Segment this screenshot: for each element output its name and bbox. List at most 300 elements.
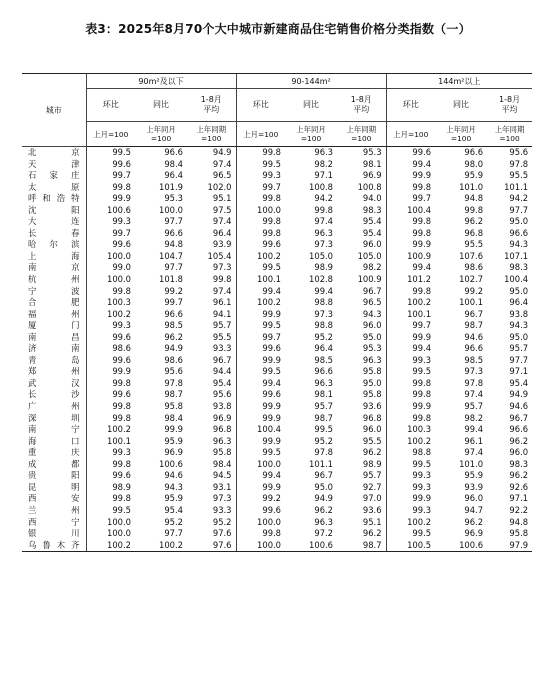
index-value: 95.1 bbox=[362, 516, 382, 527]
index-value: 96.7 bbox=[212, 354, 232, 365]
index-value: 99.8 bbox=[236, 528, 285, 540]
index-value: 99.3 bbox=[236, 170, 285, 182]
index-value: 99.9 bbox=[386, 170, 435, 182]
sub-header-mom: 环比 bbox=[386, 89, 435, 122]
index-value: 100.9 bbox=[386, 251, 435, 263]
table-row bbox=[22, 482, 532, 494]
index-value: 100.2 bbox=[236, 251, 285, 263]
index-value: 100.1 bbox=[86, 436, 135, 448]
index-value: 99.4 bbox=[386, 343, 435, 355]
city-name: 银川 bbox=[22, 528, 86, 540]
index-value: 94.9 bbox=[212, 147, 232, 157]
city-name: 深圳 bbox=[22, 413, 86, 425]
index-value: 100.2 bbox=[86, 309, 135, 321]
index-value: 99.2 bbox=[164, 285, 183, 296]
index-value: 98.7 bbox=[314, 412, 334, 423]
index-value: 102.7 bbox=[459, 274, 484, 285]
group-header-medium: 90-144m² bbox=[236, 74, 386, 89]
index-value: 96.2 bbox=[314, 504, 334, 515]
index-value: 93.1 bbox=[212, 481, 232, 492]
index-value: 99.8 bbox=[86, 413, 135, 425]
index-value: 99.7 bbox=[86, 228, 135, 240]
city-name: 长沙 bbox=[22, 389, 86, 401]
index-value: 96.3 bbox=[362, 354, 382, 365]
index-value: 99.6 bbox=[86, 355, 135, 367]
index-value: 99.6 bbox=[86, 470, 135, 482]
index-value: 98.8 bbox=[386, 447, 435, 459]
city-name: 石家庄 bbox=[22, 170, 86, 182]
table-row bbox=[22, 170, 532, 182]
index-value: 99.3 bbox=[386, 355, 435, 367]
index-value: 96.3 bbox=[314, 147, 334, 157]
index-value: 99.8 bbox=[314, 204, 334, 215]
index-value: 99.4 bbox=[236, 470, 285, 482]
index-value: 105.0 bbox=[357, 250, 382, 261]
index-value: 95.9 bbox=[464, 470, 484, 481]
city-name: 太原 bbox=[22, 182, 86, 194]
index-value: 100.6 bbox=[86, 205, 135, 217]
index-value: 95.5 bbox=[212, 331, 232, 342]
index-value: 96.2 bbox=[362, 447, 382, 458]
index-value: 98.9 bbox=[314, 262, 334, 273]
index-value: 94.7 bbox=[464, 504, 484, 515]
index-value: 100.2 bbox=[386, 517, 435, 529]
index-value: 97.4 bbox=[212, 285, 232, 296]
index-value: 98.5 bbox=[164, 320, 183, 331]
index-value: 98.1 bbox=[314, 389, 334, 400]
city-name: 昆明 bbox=[22, 482, 86, 494]
index-value: 99.5 bbox=[86, 505, 135, 517]
index-value: 99.9 bbox=[236, 482, 285, 494]
index-value: 100.0 bbox=[236, 517, 285, 529]
city-name: 杭州 bbox=[22, 274, 86, 286]
index-value: 99.7 bbox=[236, 182, 285, 194]
index-value: 100.4 bbox=[504, 274, 529, 285]
index-value: 95.5 bbox=[509, 170, 529, 181]
index-value: 99.5 bbox=[386, 459, 435, 471]
index-value: 99.6 bbox=[86, 332, 135, 344]
index-value: 99.5 bbox=[386, 528, 435, 540]
index-value: 95.1 bbox=[212, 193, 232, 204]
index-value: 94.2 bbox=[509, 193, 529, 204]
city-name: 长春 bbox=[22, 228, 86, 240]
index-value: 98.4 bbox=[164, 158, 183, 169]
base-header-yoy: 上年同月 =100 bbox=[435, 122, 487, 147]
index-value: 95.0 bbox=[362, 331, 382, 342]
index-value: 99.8 bbox=[86, 459, 135, 471]
index-value: 98.7 bbox=[337, 540, 386, 552]
index-value: 99.9 bbox=[236, 436, 285, 448]
sub-header-yoy: 同比 bbox=[435, 89, 487, 122]
city-name: 济南 bbox=[22, 343, 86, 355]
index-value: 95.8 bbox=[362, 366, 382, 377]
index-value: 97.5 bbox=[212, 204, 232, 215]
table-row bbox=[22, 297, 532, 309]
index-value: 102.8 bbox=[309, 274, 334, 285]
index-value: 95.7 bbox=[509, 343, 529, 354]
index-value: 99.8 bbox=[236, 216, 285, 228]
index-value: 96.4 bbox=[314, 343, 334, 354]
index-value: 97.6 bbox=[212, 528, 232, 539]
table-row bbox=[22, 459, 532, 471]
index-value: 97.1 bbox=[314, 170, 334, 181]
index-value: 97.4 bbox=[212, 216, 232, 227]
price-index-table bbox=[22, 73, 532, 552]
index-value: 100.2 bbox=[86, 424, 135, 436]
index-value: 96.9 bbox=[212, 412, 232, 423]
index-value: 94.3 bbox=[362, 308, 382, 319]
index-value: 99.8 bbox=[386, 182, 435, 194]
index-value: 97.8 bbox=[314, 447, 334, 458]
page-title: 表3：2025年8月70个大中城市新建商品住宅销售价格分类指数（一） bbox=[85, 22, 471, 36]
index-value: 101.9 bbox=[159, 181, 183, 192]
city-name: 南昌 bbox=[22, 332, 86, 344]
index-value: 94.6 bbox=[464, 331, 484, 342]
index-value: 99.5 bbox=[236, 447, 285, 459]
index-value: 96.0 bbox=[509, 447, 529, 458]
index-value: 100.1 bbox=[459, 297, 484, 308]
index-value: 95.0 bbox=[362, 377, 382, 388]
index-value: 99.3 bbox=[86, 447, 135, 459]
index-value: 105.0 bbox=[309, 250, 334, 261]
index-value: 96.6 bbox=[164, 227, 183, 238]
index-value: 96.2 bbox=[464, 516, 484, 527]
table-row bbox=[22, 401, 532, 413]
table-row bbox=[22, 228, 532, 240]
index-value: 98.4 bbox=[164, 412, 183, 423]
index-value: 99.6 bbox=[236, 505, 285, 517]
table-row bbox=[22, 366, 532, 378]
index-value: 95.6 bbox=[164, 366, 183, 377]
index-value: 99.8 bbox=[86, 286, 135, 298]
index-value: 96.7 bbox=[362, 285, 382, 296]
index-value: 97.8 bbox=[164, 377, 183, 388]
table-row bbox=[22, 436, 532, 448]
index-value: 100.1 bbox=[386, 309, 435, 321]
index-value: 97.3 bbox=[212, 262, 232, 273]
table-row bbox=[22, 205, 532, 217]
index-value: 100.8 bbox=[357, 181, 382, 192]
table-row bbox=[22, 262, 532, 274]
index-value: 100.0 bbox=[236, 459, 285, 471]
city-name: 成都 bbox=[22, 459, 86, 471]
index-value: 100.0 bbox=[86, 528, 135, 540]
index-value: 99.6 bbox=[236, 343, 285, 355]
index-value: 99.8 bbox=[386, 389, 435, 401]
index-value: 99.5 bbox=[236, 159, 285, 171]
index-value: 94.3 bbox=[509, 320, 529, 331]
index-value: 100.4 bbox=[386, 205, 435, 217]
sub-header-avg: 1-8月 平均 bbox=[487, 89, 532, 122]
index-value: 101.1 bbox=[504, 181, 529, 192]
index-value: 100.9 bbox=[357, 274, 382, 285]
index-value: 98.3 bbox=[362, 204, 382, 215]
index-value: 92.7 bbox=[362, 481, 382, 492]
index-value: 98.3 bbox=[509, 262, 529, 273]
index-value: 96.6 bbox=[164, 147, 183, 157]
base-header-avg: 上年同期 =100 bbox=[187, 122, 236, 147]
table-row bbox=[22, 286, 532, 298]
index-value: 99.4 bbox=[236, 378, 285, 390]
index-value: 95.4 bbox=[362, 227, 382, 238]
index-value: 100.0 bbox=[236, 205, 285, 217]
base-header-mom: 上月=100 bbox=[386, 122, 435, 147]
index-value: 99.7 bbox=[164, 297, 183, 308]
index-value: 99.5 bbox=[236, 366, 285, 378]
index-value: 95.2 bbox=[212, 516, 232, 527]
index-value: 99.9 bbox=[386, 332, 435, 344]
index-value: 99.9 bbox=[386, 493, 435, 505]
index-value: 95.5 bbox=[362, 435, 382, 446]
index-value: 99.5 bbox=[236, 262, 285, 274]
index-value: 99.8 bbox=[86, 182, 135, 194]
index-value: 95.9 bbox=[164, 493, 183, 504]
index-value: 94.8 bbox=[509, 516, 529, 527]
index-value: 100.3 bbox=[386, 424, 435, 436]
base-header-yoy: 上年同月 =100 bbox=[135, 122, 187, 147]
index-value: 99.9 bbox=[386, 401, 435, 413]
index-value: 95.8 bbox=[164, 401, 183, 412]
index-value: 99.9 bbox=[386, 239, 435, 251]
index-value: 96.0 bbox=[362, 424, 382, 435]
index-value: 96.0 bbox=[362, 320, 382, 331]
index-value: 95.9 bbox=[164, 435, 183, 446]
index-value: 96.3 bbox=[314, 227, 334, 238]
city-name: 青岛 bbox=[22, 355, 86, 367]
group-header-small: 90m²及以下 bbox=[86, 74, 236, 89]
index-value: 99.5 bbox=[86, 147, 135, 159]
index-value: 92.6 bbox=[509, 481, 529, 492]
index-value: 98.5 bbox=[464, 354, 484, 365]
index-value: 102.0 bbox=[207, 181, 232, 192]
index-value: 98.7 bbox=[164, 389, 183, 400]
index-value: 95.9 bbox=[464, 170, 484, 181]
index-value: 99.7 bbox=[86, 170, 135, 182]
index-value: 96.0 bbox=[362, 239, 382, 250]
base-header-yoy: 上年同月 =100 bbox=[285, 122, 337, 147]
index-value: 99.4 bbox=[386, 159, 435, 171]
index-value: 94.5 bbox=[212, 470, 232, 481]
city-name: 兰州 bbox=[22, 505, 86, 517]
index-value: 100.2 bbox=[135, 540, 187, 552]
table-row bbox=[22, 147, 532, 159]
index-value: 98.2 bbox=[314, 158, 334, 169]
index-value: 94.3 bbox=[509, 239, 529, 250]
index-value: 107.6 bbox=[459, 250, 484, 261]
index-value: 97.1 bbox=[509, 493, 529, 504]
index-value: 100.8 bbox=[309, 181, 334, 192]
index-value: 99.5 bbox=[314, 424, 334, 435]
table-row bbox=[22, 447, 532, 459]
index-value: 99.9 bbox=[236, 355, 285, 367]
city-name: 乌鲁木齐 bbox=[22, 540, 86, 552]
index-value: 99.8 bbox=[386, 286, 435, 298]
table-row bbox=[22, 424, 532, 436]
index-value: 96.8 bbox=[362, 412, 382, 423]
index-value: 100.6 bbox=[285, 540, 337, 552]
index-value: 99.8 bbox=[236, 147, 285, 159]
index-value: 101.0 bbox=[459, 458, 484, 469]
index-value: 105.4 bbox=[207, 250, 232, 261]
index-value: 93.3 bbox=[212, 504, 232, 515]
index-value: 96.6 bbox=[164, 308, 183, 319]
index-value: 98.8 bbox=[314, 320, 334, 331]
city-column-header: 城市 bbox=[22, 74, 86, 147]
index-value: 95.7 bbox=[362, 470, 382, 481]
table-row bbox=[22, 274, 532, 286]
index-value: 99.8 bbox=[386, 378, 435, 390]
table-row bbox=[22, 251, 532, 263]
index-value: 95.4 bbox=[362, 216, 382, 227]
index-value: 97.8 bbox=[509, 158, 529, 169]
index-value: 97.7 bbox=[509, 354, 529, 365]
index-value: 96.2 bbox=[509, 470, 529, 481]
index-value: 98.9 bbox=[362, 458, 382, 469]
city-name: 上海 bbox=[22, 251, 86, 263]
table-row bbox=[22, 413, 532, 425]
index-value: 99.9 bbox=[86, 193, 135, 205]
index-value: 99.4 bbox=[386, 262, 435, 274]
index-value: 95.0 bbox=[509, 216, 529, 227]
index-value: 93.6 bbox=[362, 401, 382, 412]
index-value: 95.8 bbox=[362, 389, 382, 400]
table-row bbox=[22, 182, 532, 194]
index-value: 99.2 bbox=[464, 285, 484, 296]
index-value: 100.2 bbox=[386, 436, 435, 448]
index-value: 99.3 bbox=[386, 482, 435, 494]
index-value: 99.8 bbox=[86, 378, 135, 390]
index-value: 96.9 bbox=[362, 170, 382, 181]
index-value: 96.2 bbox=[164, 331, 183, 342]
index-value: 99.6 bbox=[86, 159, 135, 171]
index-value: 94.2 bbox=[314, 193, 334, 204]
index-value: 99.8 bbox=[236, 228, 285, 240]
table-row bbox=[22, 320, 532, 332]
index-value: 100.2 bbox=[386, 297, 435, 309]
index-value: 97.6 bbox=[187, 540, 236, 552]
index-value: 97.7 bbox=[509, 204, 529, 215]
index-value: 97.1 bbox=[509, 366, 529, 377]
index-value: 97.0 bbox=[362, 493, 382, 504]
index-value: 93.8 bbox=[509, 308, 529, 319]
index-value: 96.7 bbox=[509, 412, 529, 423]
index-value: 96.8 bbox=[212, 424, 232, 435]
index-value: 97.7 bbox=[164, 216, 183, 227]
table-row bbox=[22, 216, 532, 228]
city-name: 厦门 bbox=[22, 320, 86, 332]
index-value: 95.7 bbox=[212, 320, 232, 331]
index-value: 96.3 bbox=[314, 516, 334, 527]
index-value: 97.4 bbox=[464, 447, 484, 458]
index-value: 97.3 bbox=[314, 308, 334, 319]
table-row bbox=[22, 493, 532, 505]
index-value: 97.9 bbox=[487, 540, 532, 552]
index-value: 99.6 bbox=[86, 389, 135, 401]
index-value: 98.2 bbox=[362, 262, 382, 273]
index-value: 96.4 bbox=[164, 170, 183, 181]
index-value: 95.3 bbox=[362, 147, 382, 157]
index-value: 99.4 bbox=[314, 285, 334, 296]
index-value: 99.9 bbox=[86, 366, 135, 378]
index-value: 99.8 bbox=[386, 228, 435, 240]
city-name: 西宁 bbox=[22, 517, 86, 529]
index-value: 97.4 bbox=[464, 389, 484, 400]
index-value: 97.3 bbox=[464, 366, 484, 377]
table-row bbox=[22, 517, 532, 529]
index-value: 100.0 bbox=[86, 251, 135, 263]
index-value: 94.6 bbox=[164, 470, 183, 481]
index-value: 97.3 bbox=[212, 493, 232, 504]
index-value: 96.2 bbox=[362, 528, 382, 539]
index-value: 96.5 bbox=[212, 170, 232, 181]
index-value: 101.1 bbox=[309, 458, 334, 469]
base-header-mom: 上月=100 bbox=[236, 122, 285, 147]
index-value: 94.9 bbox=[164, 343, 183, 354]
index-value: 97.7 bbox=[164, 262, 183, 273]
index-value: 98.1 bbox=[362, 158, 382, 169]
index-value: 95.4 bbox=[164, 504, 183, 515]
index-value: 96.5 bbox=[362, 297, 382, 308]
index-value: 96.1 bbox=[464, 435, 484, 446]
city-name: 大连 bbox=[22, 216, 86, 228]
city-name: 哈尔滨 bbox=[22, 239, 86, 251]
city-name: 北京 bbox=[22, 147, 86, 159]
index-value: 99.9 bbox=[236, 401, 285, 413]
index-value: 95.0 bbox=[509, 331, 529, 342]
index-value: 93.6 bbox=[362, 504, 382, 515]
index-value: 96.9 bbox=[464, 528, 484, 539]
index-value: 99.9 bbox=[236, 413, 285, 425]
index-value: 98.9 bbox=[86, 482, 135, 494]
index-value: 101.2 bbox=[386, 274, 435, 286]
index-value: 95.2 bbox=[314, 435, 334, 446]
index-value: 94.8 bbox=[464, 193, 484, 204]
index-value: 99.2 bbox=[236, 493, 285, 505]
index-value: 95.8 bbox=[212, 447, 232, 458]
index-value: 95.7 bbox=[314, 401, 334, 412]
index-value: 96.4 bbox=[509, 297, 529, 308]
index-value: 99.8 bbox=[464, 204, 484, 215]
city-name: 天津 bbox=[22, 159, 86, 171]
base-header-mom: 上月=100 bbox=[86, 122, 135, 147]
city-name: 沈阳 bbox=[22, 205, 86, 217]
index-value: 100.3 bbox=[86, 297, 135, 309]
city-name: 福州 bbox=[22, 309, 86, 321]
table-body bbox=[22, 147, 532, 552]
sub-header-yoy: 同比 bbox=[135, 89, 187, 122]
index-value: 99.5 bbox=[236, 320, 285, 332]
city-name: 武汉 bbox=[22, 378, 86, 390]
city-name: 呼和浩特 bbox=[22, 193, 86, 205]
index-value: 107.1 bbox=[504, 250, 529, 261]
index-value: 95.4 bbox=[212, 377, 232, 388]
city-name: 南宁 bbox=[22, 424, 86, 436]
index-value: 95.6 bbox=[509, 147, 529, 157]
index-value: 96.0 bbox=[464, 493, 484, 504]
index-value: 99.4 bbox=[236, 286, 285, 298]
city-name: 贵阳 bbox=[22, 470, 86, 482]
index-value: 96.2 bbox=[509, 435, 529, 446]
index-value: 99.3 bbox=[386, 505, 435, 517]
table-row bbox=[22, 159, 532, 171]
index-value: 99.8 bbox=[212, 274, 232, 285]
city-name: 南京 bbox=[22, 262, 86, 274]
index-value: 96.6 bbox=[314, 366, 334, 377]
index-value: 100.6 bbox=[435, 540, 487, 552]
index-value: 93.8 bbox=[212, 401, 232, 412]
index-value: 96.6 bbox=[509, 424, 529, 435]
index-value: 99.6 bbox=[236, 239, 285, 251]
